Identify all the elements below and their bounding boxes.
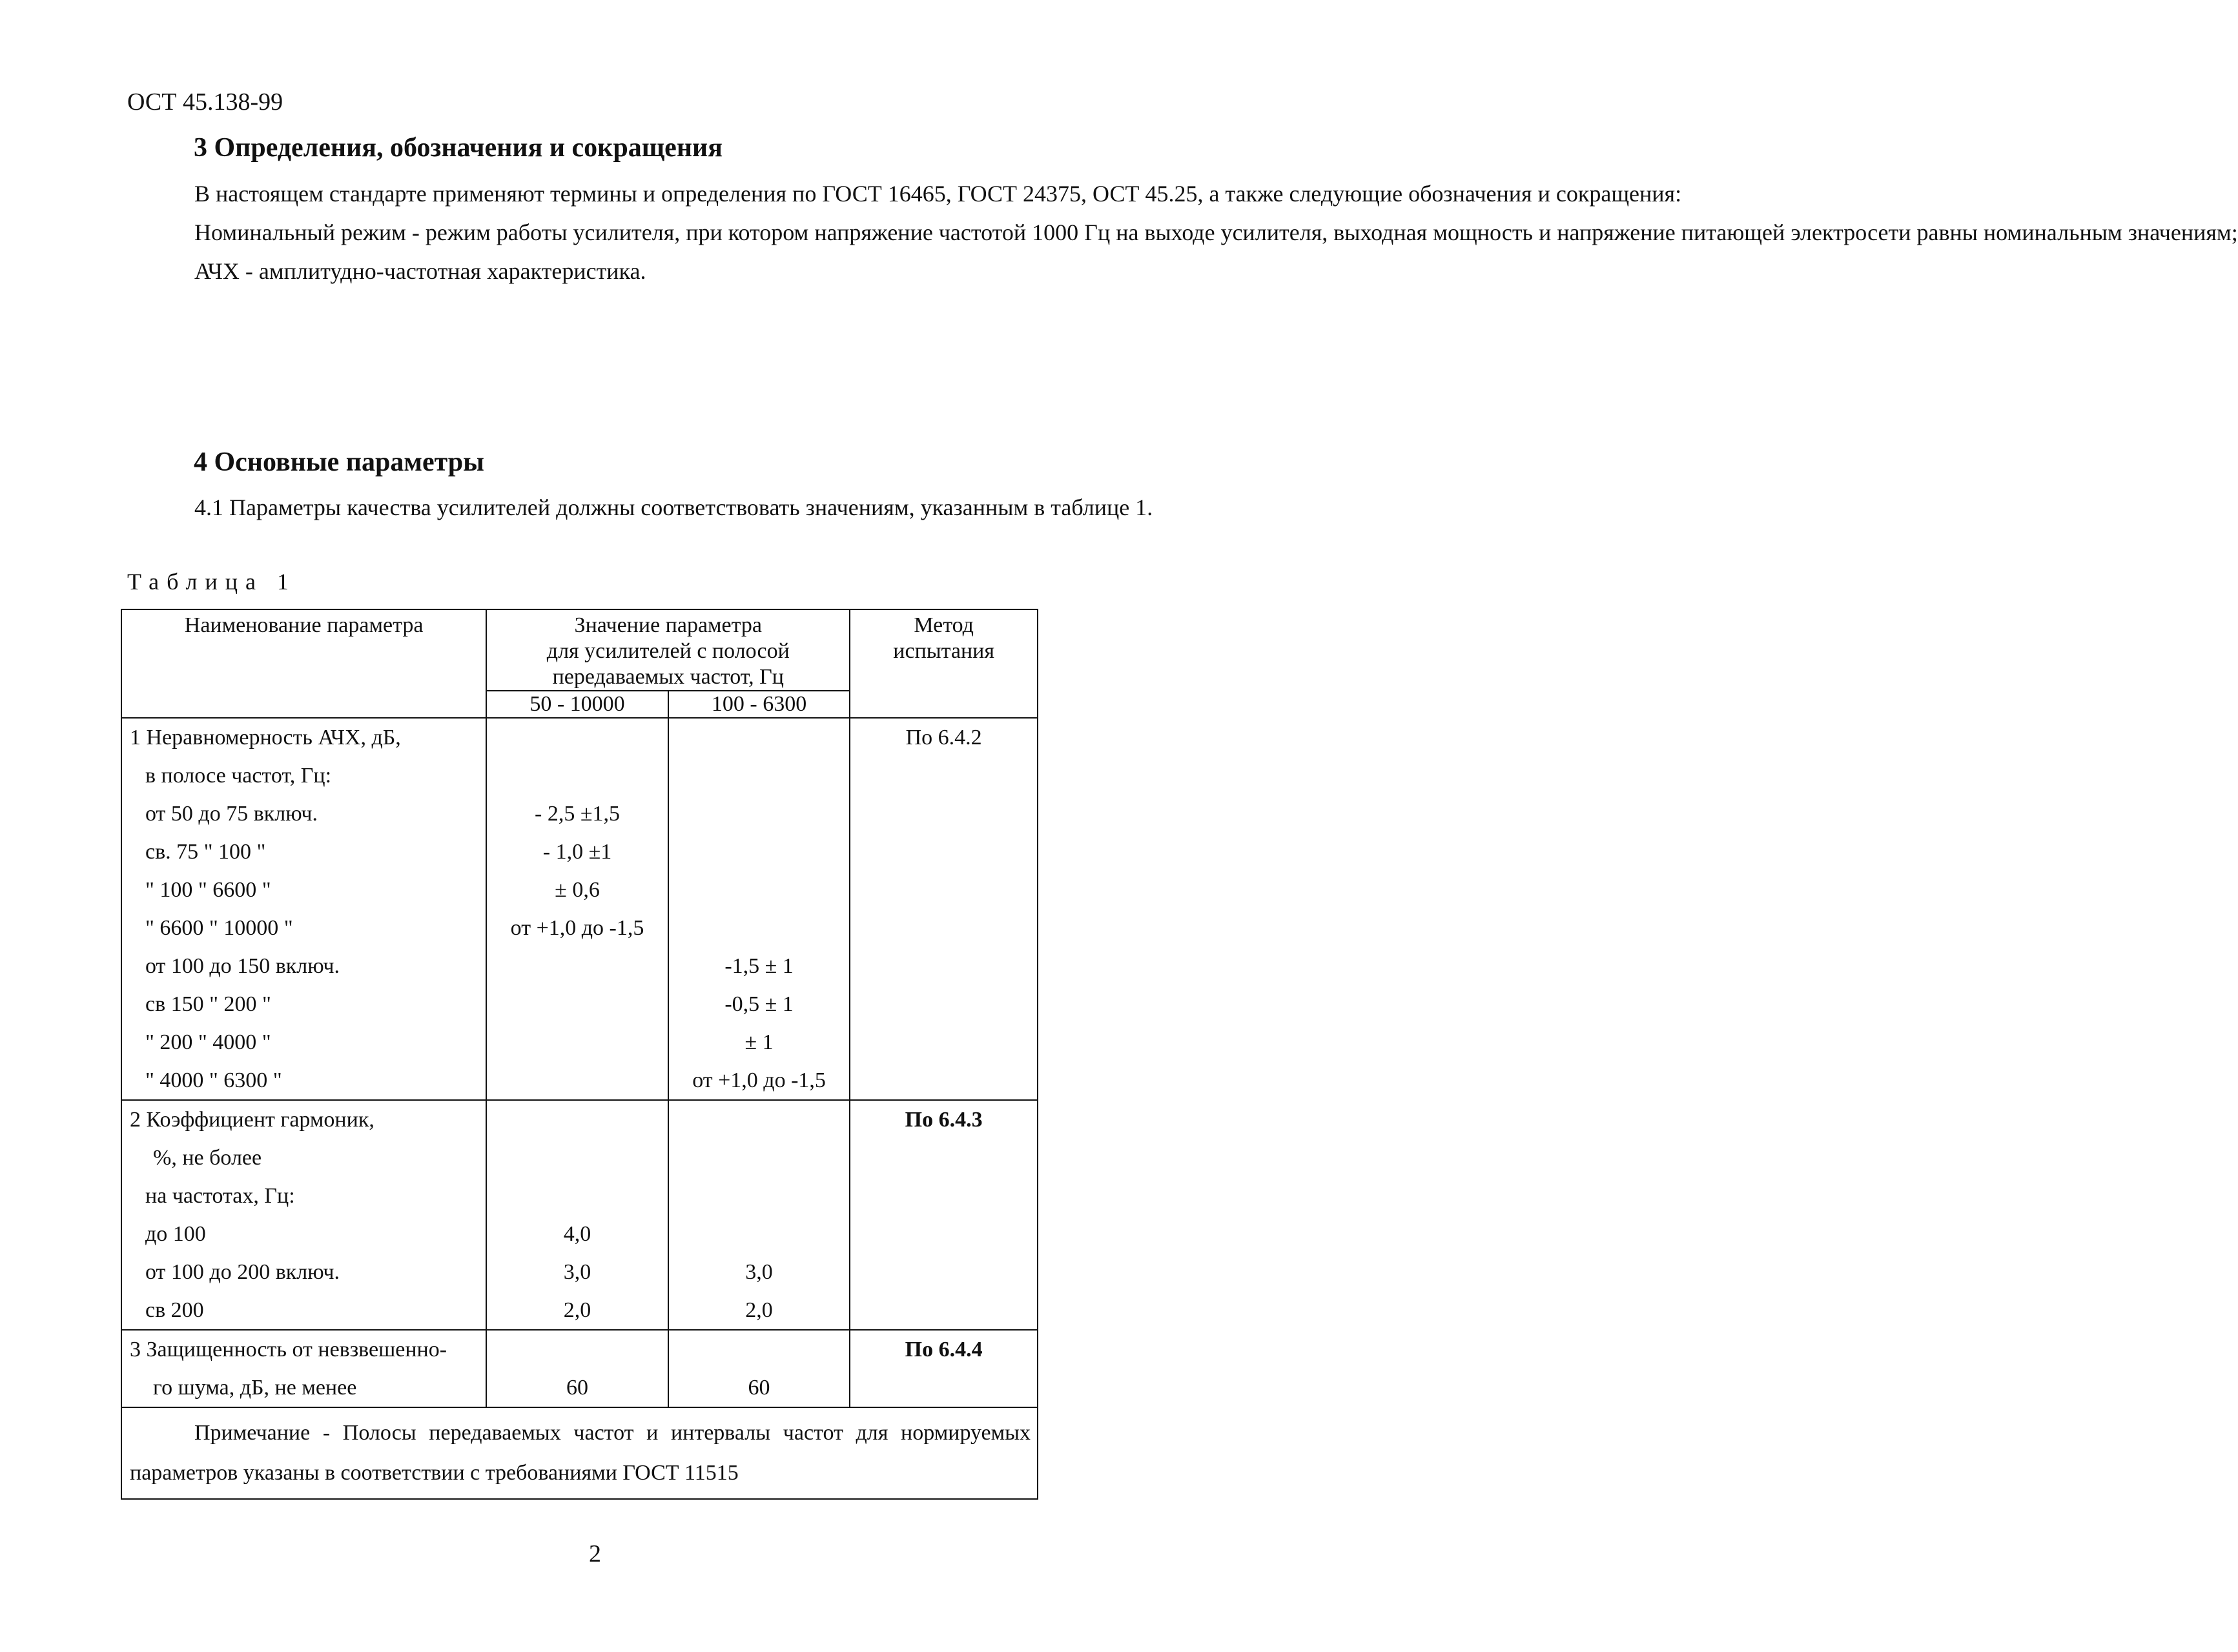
paragraph-terms: В настоящем стандарте применяют термины и определения по ГОСТ 16465, ГОСТ 24375, ОСТ 45.25, а также следующие обозначения и сокращения: [194,181,1682,207]
page-number: 2 [589,1540,601,1567]
cell-value: 2,0 [563,1298,591,1322]
cell-value: ± 0,6 [555,878,600,902]
cell-value: ± 1 [744,1030,774,1054]
row-label: го шума, дБ, не менее [153,1376,357,1400]
cell-value: - 1,0 ±1 [542,840,612,864]
method-ref: По 6.4.3 [905,1108,983,1132]
row-3-band-1 [486,1330,668,1407]
cell-value: 60 [566,1376,589,1400]
row-label: " 4000 " 6300 " [145,1068,282,1092]
header-method [850,609,1038,718]
row-2-method [850,1100,1038,1330]
row-3-method [850,1330,1038,1407]
row-label: " 100 " 6600 " [145,878,271,902]
header-name: Наименование параметра [121,609,486,718]
cell-value [669,1215,850,1253]
row-1-method [850,718,1038,1100]
cell-value [669,757,850,795]
cell-value [487,757,668,795]
row-label: на частотах, Гц: [145,1184,295,1208]
note-text: Примечание - Полосы передаваемых частот и интервалы частот для нормируемых параметров указаны в соответствии с требованиями ГОСТ 11515 [130,1421,1031,1485]
row-label: %, не более [153,1146,262,1170]
paragraph-achx: АЧХ - амплитудно-частотная характеристика. [194,258,646,284]
row-label: св. 75 " 100 " [145,840,266,864]
cell-value [669,833,850,871]
section-4-title: 4 Основные параметры [194,447,484,477]
table-note-row [121,1407,1038,1499]
cell-value: -0,5 ± 1 [724,992,794,1016]
row-label: от 100 до 200 включ. [145,1260,340,1284]
cell-value [487,1023,668,1061]
cell-value: 3,0 [563,1260,591,1284]
cell-value: от +1,0 до -1,5 [692,1068,826,1092]
row-2-labels [121,1100,486,1330]
cell-value [669,1177,850,1215]
header-value-line: передаваемых частот, Гц [552,665,784,689]
paragraph-4-1: 4.1 Параметры качества усилителей должны соответствовать значениям, указанным в таблице 1. [194,495,1153,520]
row-3-band-2 [668,1330,850,1407]
cell-value [487,985,668,1023]
parameters-table [121,609,1038,1500]
cell-value [487,1331,668,1369]
method-ref: По 6.4.2 [905,726,982,750]
section-3-title: 3 Определения, обозначения и сокращения [194,133,723,163]
cell-value [487,947,668,985]
row-label: от 50 до 75 включ. [145,802,318,826]
row-label: в полосе частот, Гц: [145,764,332,788]
row-2-band-2 [668,1100,850,1330]
row-label: до 100 [145,1222,206,1246]
row-1-labels [121,718,486,1100]
row-1-band-1 [486,718,668,1100]
section-4-body [127,488,1153,527]
cell-value [487,719,668,757]
cell-value [669,1101,850,1139]
row-1-band-2 [668,718,850,1100]
table-header-row [121,609,1038,691]
header-value-line: для усилителей с полосой [546,639,790,663]
row-label: " 200 " 4000 " [145,1030,271,1054]
table-caption: Таблица 1 [127,569,296,595]
cell-value: от +1,0 до -1,5 [510,916,644,940]
table-note [121,1407,1038,1499]
cell-value: -1,5 ± 1 [724,954,794,978]
cell-value [669,871,850,909]
table-row [121,1330,1038,1407]
row-label: св 200 [145,1298,204,1322]
header-value-line: Значение параметра [574,613,763,637]
table-row [121,718,1038,1100]
cell-value [669,1331,850,1369]
row-label: 1 Неравномерность АЧХ, дБ, [130,726,401,750]
cell-value [487,1101,668,1139]
cell-value [669,1139,850,1177]
standard-code: ОСТ 45.138-99 [127,88,283,116]
cell-value [487,1061,668,1099]
cell-value [487,1177,668,1215]
section-3-body [127,174,2238,291]
cell-value: 2,0 [745,1298,773,1322]
cell-value [669,795,850,833]
row-label: св 150 " 200 " [145,992,271,1016]
cell-value: 4,0 [563,1222,591,1246]
cell-value: 60 [748,1376,770,1400]
method-ref: По 6.4.4 [905,1338,983,1361]
cell-value [487,1139,668,1177]
row-label: " 6600 " 10000 " [145,916,293,940]
header-value [486,609,850,691]
header-band-2: 100 - 6300 [668,691,850,718]
paragraph-nominal-mode: Номинальный режим - режим работы усилителя, при котором напряжение частотой 1000 Гц на выходе усилителя, выходная мощность и напряжение питающей электросети равны номинальным значениям; [194,219,2238,245]
header-method-line: испытания [893,639,995,663]
row-label: 2 Коэффициент гармоник, [130,1108,375,1132]
cell-value [669,719,850,757]
cell-value: - 2,5 ±1,5 [535,802,620,826]
cell-value: 3,0 [745,1260,773,1284]
cell-value [669,909,850,947]
row-label: 3 Защищенность от невзвешенно- [130,1338,447,1361]
header-band-1: 50 - 10000 [486,691,668,718]
row-2-band-1 [486,1100,668,1330]
row-label: от 100 до 150 включ. [145,954,340,978]
table-row [121,1100,1038,1330]
row-3-labels [121,1330,486,1407]
header-method-line: Метод [914,613,974,637]
